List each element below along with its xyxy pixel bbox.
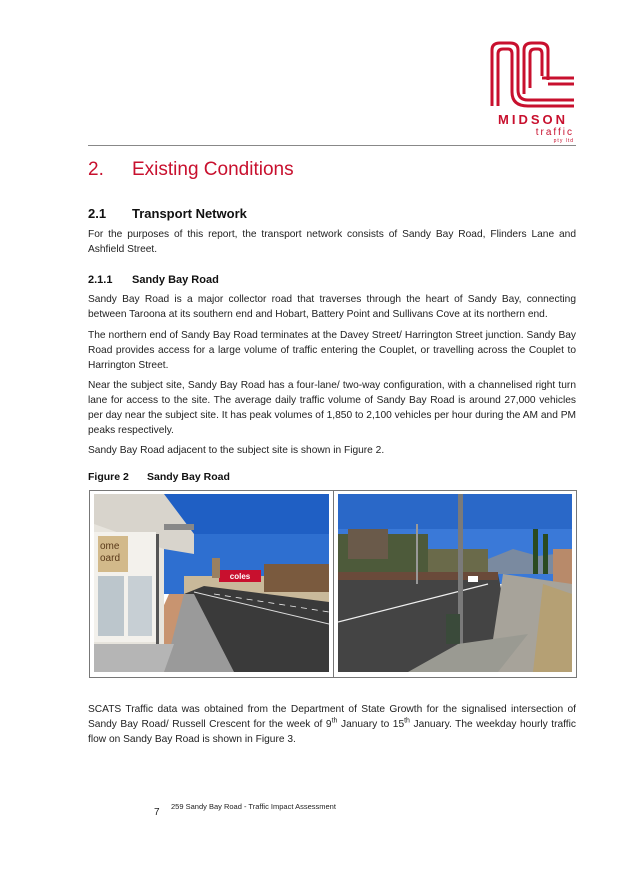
subsection-title: Sandy Bay Road xyxy=(132,274,219,286)
paragraph-3: Near the subject site, Sandy Bay Road has a four-lane/ two-way configuration, with a channelised right turn lane for access to the site. The average daily traffic volume of Sandy Bay Road is around 27,000 vehicles per day near the subject site. It has peak volumes of 1,850 to 2,100 vehicles per hour during the AM and PM peaks respectively. xyxy=(88,380,576,436)
scats-text-2: January to 15 xyxy=(337,719,405,730)
figure-title: Sandy Bay Road xyxy=(147,471,230,483)
logo-subtitle-small: pty ltd xyxy=(553,138,574,144)
scats-sup-2: th xyxy=(404,717,410,725)
section-number: 2.1 xyxy=(88,206,107,221)
paragraph-1: Sandy Bay Road is a major collector road that traverses through the heart of Sandy Bay, connecting between Taroona at its southern end and Hobart, Battery Point and Sullivans Cove at its northern end. xyxy=(88,294,576,320)
logo-name: MIDSON xyxy=(498,112,568,127)
store-sign: coles xyxy=(229,572,251,581)
scats-sup-1: th xyxy=(331,717,338,725)
page-number: 7 xyxy=(154,807,160,818)
footer-text: 259 Sandy Bay Road - Traffic Impact Assessment xyxy=(171,802,336,811)
figure-number: Figure 2 xyxy=(88,471,129,483)
scats-paragraph xyxy=(88,702,576,747)
photo-right xyxy=(338,494,572,672)
photo-left xyxy=(94,494,329,672)
figure-box xyxy=(89,490,577,678)
scats-text-3: January. The weekday hourly traffic flow on Sandy Bay Road is shown in Figure 3. xyxy=(88,719,576,745)
chapter-title: Existing Conditions xyxy=(132,159,294,180)
subsection-number: 2.1.1 xyxy=(88,274,113,286)
header-rule xyxy=(88,145,576,146)
midson-logo-mark-icon xyxy=(488,40,578,110)
shop-sign-line-1: ome xyxy=(100,541,120,552)
paragraph-4: Sandy Bay Road adjacent to the subject site is shown in Figure 2. xyxy=(88,445,385,456)
photo-divider xyxy=(333,491,334,677)
scats-text-1: SCATS Traffic data was obtained from the Department of State Growth for the signalised intersection of Sandy Bay Road/ Russell Crescent for the week of 9 xyxy=(88,704,576,730)
logo-subtitle: traffic xyxy=(535,127,574,138)
subsection-heading xyxy=(88,274,219,286)
midson-logo xyxy=(488,40,578,148)
figure-caption xyxy=(88,471,230,483)
section-heading xyxy=(88,206,247,221)
chapter-heading xyxy=(88,159,294,181)
shop-sign-line-2: oard xyxy=(100,553,121,564)
section-paragraph: For the purposes of this report, the transport network consists of Sandy Bay Road, Flinders Lane and Ashfield Street. xyxy=(88,229,576,255)
chapter-number: 2. xyxy=(88,159,104,180)
section-title: Transport Network xyxy=(132,206,247,221)
paragraph-2: The northern end of Sandy Bay Road terminates at the Davey Street/ Harrington Street junction. Sandy Bay Road provides access for a large volume of traffic entering the Couplet, or travelling across the Couplet to Harrington Street. xyxy=(88,330,576,371)
